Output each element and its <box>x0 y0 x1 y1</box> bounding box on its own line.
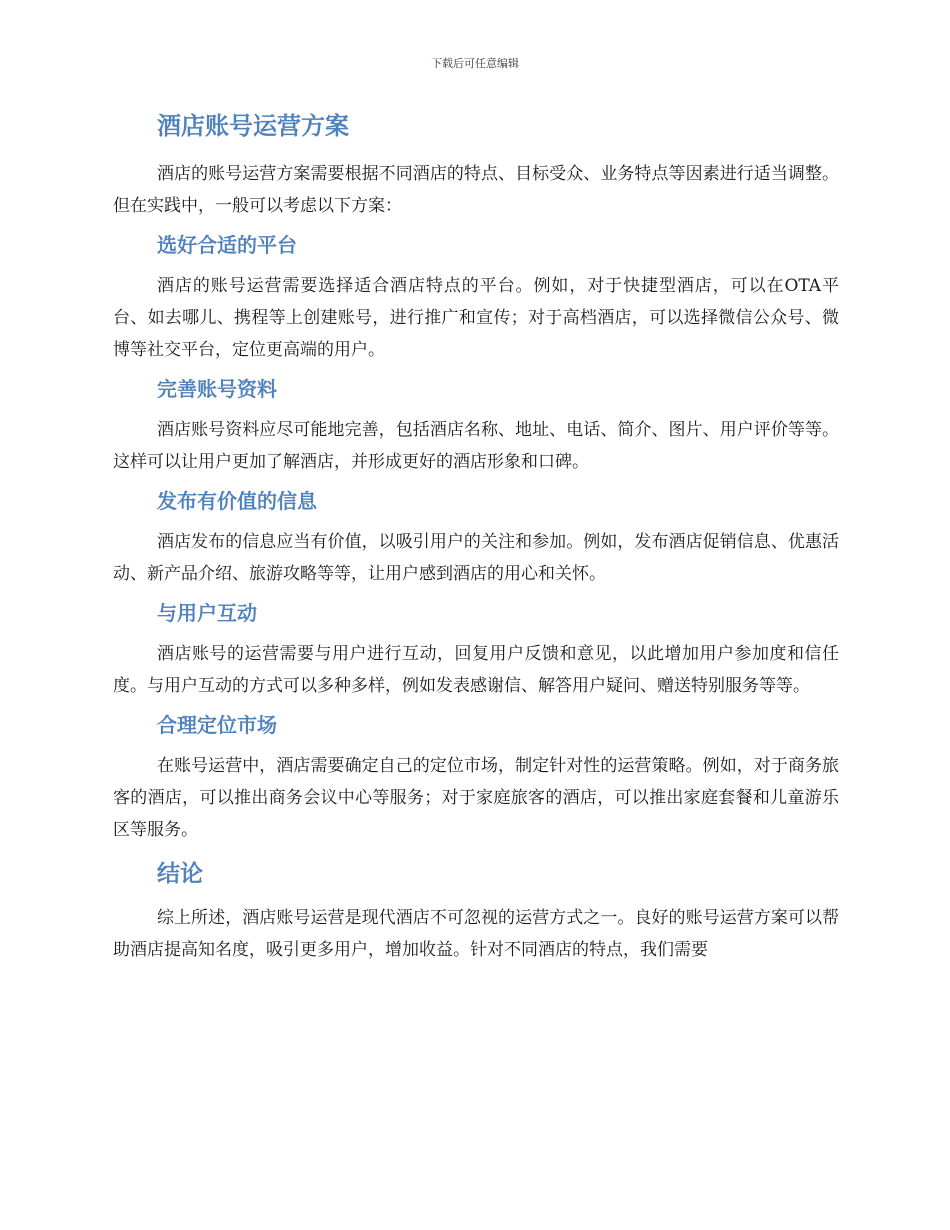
section-heading-profile: 完善账号资料 <box>157 377 277 401</box>
document-body <box>113 108 839 974</box>
header-note: 下载后可任意编辑 <box>431 57 519 70</box>
section-paragraph-content: 酒店发布的信息应当有价值，以吸引用户的关注和参加。例如，发布酒店促销信息、优惠活动、新产品介绍、旅游攻略等等，让用户感到酒店的用心和关怀。 <box>113 532 839 584</box>
document-title: 酒店账号运营方案 <box>157 112 349 140</box>
section-paragraph-market: 在账号运营中，酒店需要确定自己的定位市场，制定针对性的运营策略。例如，对于商务旅客的酒店，可以推出商务会议中心等服务；对于家庭旅客的酒店，可以推出家庭套餐和儿童游乐区等服务。 <box>113 756 839 840</box>
section-paragraph-platform: 酒店的账号运营需要选择适合酒店特点的平台。例如，对于快捷型酒店，可以在OTA平台、如去哪儿、携程等上创建账号，进行推广和宣传；对于高档酒店，可以选择微信公众号、微博等社交平台，定位更高端的用户。 <box>113 276 839 360</box>
intro-paragraph: 酒店的账号运营方案需要根据不同酒店的特点、目标受众、业务特点等因素进行适当调整。但在实践中，一般可以考虑以下方案： <box>113 164 839 216</box>
section-heading-content: 发布有价值的信息 <box>157 489 317 513</box>
section-heading-platform: 选好合适的平台 <box>157 233 297 257</box>
conclusion-paragraph: 综上所述，酒店账号运营是现代酒店不可忽视的运营方式之一。良好的账号运营方案可以帮助酒店提高知名度，吸引更多用户，增加收益。针对不同酒店的特点，我们需要 <box>113 908 839 960</box>
section-heading-market: 合理定位市场 <box>157 713 277 737</box>
section-paragraph-profile: 酒店账号资料应尽可能地完善，包括酒店名称、地址、电话、简介、图片、用户评价等等。这样可以让用户更加了解酒店，并形成更好的酒店形象和口碑。 <box>113 420 839 472</box>
section-paragraph-interaction: 酒店账号的运营需要与用户进行互动，回复用户反馈和意见，以此增加用户参加度和信任度。与用户互动的方式可以多种多样，例如发表感谢信、解答用户疑问、赠送特别服务等等。 <box>113 644 839 696</box>
conclusion-heading: 结论 <box>157 861 203 887</box>
section-heading-interaction: 与用户互动 <box>157 601 257 625</box>
